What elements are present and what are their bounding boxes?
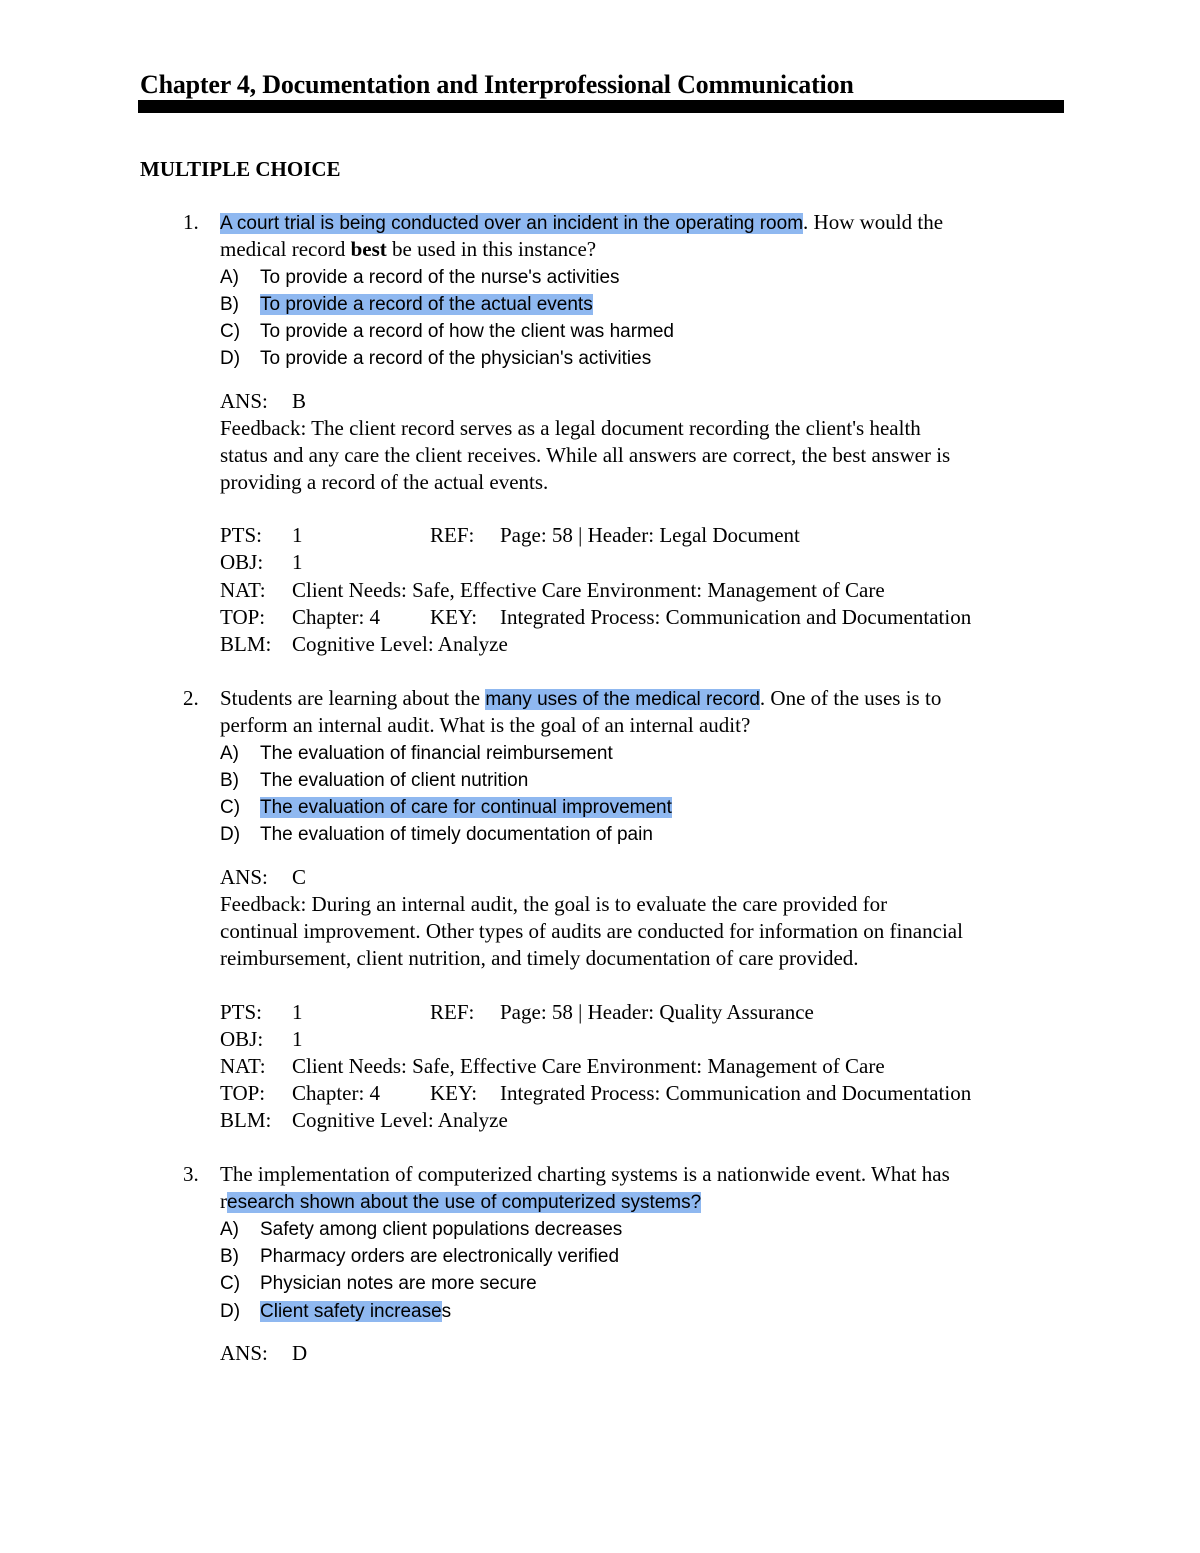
nat-label: NAT: [220, 1054, 266, 1078]
option-text: The evaluation of financial reimbursement [260, 743, 613, 764]
option-text: The evaluation of care for continual improvement [260, 797, 672, 818]
obj-value: 1 [292, 1027, 303, 1051]
option-text: s [441, 1301, 452, 1322]
option-letter: B) [220, 770, 239, 791]
nat-label: NAT: [220, 578, 266, 602]
answer-option-d [220, 820, 653, 848]
answer-line [220, 864, 306, 891]
ref-line [430, 522, 800, 549]
ref-value: Page: 58 | Header: Quality Assurance [500, 1000, 814, 1024]
blm-label: BLM: [220, 1108, 272, 1132]
highlighted-text: A court trial is being conducted over an incident in the operating room [220, 213, 804, 234]
question-number: 2. [183, 686, 199, 710]
obj-label: OBJ: [220, 550, 264, 574]
stem-text: . How would the [803, 210, 944, 234]
nat-value: Client Needs: Safe, Effective Care Environment: Management of Care [292, 1054, 885, 1078]
section-heading: MULTIPLE CHOICE [140, 157, 341, 181]
nat-line [220, 577, 885, 604]
option-text: To provide a record of the actual events [260, 294, 593, 315]
feedback-line: Feedback: The client record serves as a legal document recording the client's health [220, 416, 921, 440]
option-letter: C) [220, 797, 241, 818]
key-value: Integrated Process: Communication and Documentation [500, 1081, 972, 1105]
option-text: To provide a record of the nurse's activities [260, 267, 620, 288]
option-letter: A) [220, 1219, 239, 1240]
answer-line [220, 1340, 307, 1367]
answer-option-c [220, 793, 672, 821]
stem-text: medical record [220, 237, 351, 261]
pts-label: PTS: [220, 1000, 263, 1024]
answer-value: B [292, 389, 307, 413]
answer-label: ANS: [220, 1341, 268, 1365]
answer-label: ANS: [220, 389, 268, 413]
ref-label: REF: [430, 523, 475, 547]
option-letter: A) [220, 267, 239, 288]
key-label: KEY: [430, 605, 478, 629]
blm-line [220, 631, 508, 658]
feedback-line: Feedback: During an internal audit, the goal is to evaluate the care provided for [220, 892, 888, 916]
question-stem-line [220, 209, 943, 237]
ref-line [430, 999, 814, 1026]
option-text: Client safety increase [260, 1301, 442, 1322]
key-value: Integrated Process: Communication and Documentation [500, 605, 972, 629]
question-stem-line: perform an internal audit. What is the goal of an internal audit? [220, 713, 751, 737]
highlighted-text: many uses of the medical record [485, 689, 760, 710]
feedback-line: providing a record of the actual events. [220, 470, 549, 494]
question-stem-line [220, 1188, 701, 1216]
answer-option-a [220, 739, 613, 767]
answer-value: C [292, 865, 307, 889]
blm-value: Cognitive Level: Analyze [292, 1108, 508, 1132]
title-underline-bar [138, 100, 1064, 113]
answer-option-a [220, 263, 620, 291]
pts-value: 1 [292, 523, 303, 547]
pts-line [220, 522, 303, 549]
option-letter: B) [220, 1246, 239, 1267]
answer-value: D [292, 1341, 308, 1365]
top-label: TOP: [220, 1081, 266, 1105]
feedback-line: continual improvement. Other types of audits are conducted for information on financial [220, 919, 963, 943]
top-value: Chapter: 4 [292, 605, 381, 629]
answer-label: ANS: [220, 865, 268, 889]
nat-value: Client Needs: Safe, Effective Care Environment: Management of Care [292, 578, 885, 602]
option-text: Pharmacy orders are electronically verified [260, 1246, 620, 1267]
stem-text: r [220, 1189, 227, 1213]
highlighted-text: esearch shown about the use of computerized systems? [227, 1192, 702, 1213]
option-text: Physician notes are more secure [260, 1273, 537, 1294]
answer-option-d [220, 1297, 451, 1325]
option-letter: C) [220, 1273, 241, 1294]
top-line [220, 1080, 380, 1107]
option-letter: D) [220, 824, 241, 845]
stem-text: Students are learning about the [220, 686, 486, 710]
stem-text: be used in this instance? [386, 237, 597, 261]
option-text: The evaluation of timely documentation of pain [260, 824, 653, 845]
blm-value: Cognitive Level: Analyze [292, 632, 508, 656]
option-text: To provide a record of how the client was harmed [260, 321, 674, 342]
obj-line [220, 1026, 303, 1053]
option-letter: D) [220, 1301, 241, 1322]
answer-option-b [220, 1242, 619, 1270]
option-text: To provide a record of the physician's activities [260, 348, 652, 369]
option-text: The evaluation of client nutrition [260, 770, 529, 791]
feedback-line: reimbursement, client nutrition, and timely documentation of care provided. [220, 946, 859, 970]
pts-value: 1 [292, 1000, 303, 1024]
question-stem-line [220, 685, 941, 713]
question-stem-line [220, 236, 596, 263]
top-label: TOP: [220, 605, 266, 629]
chapter-title: Chapter 4, Documentation and Interprofessional Communication [140, 70, 854, 99]
answer-line [220, 388, 306, 415]
obj-line [220, 549, 303, 576]
answer-option-d [220, 344, 651, 372]
top-value: Chapter: 4 [292, 1081, 381, 1105]
nat-line [220, 1053, 885, 1080]
option-letter: B) [220, 294, 239, 315]
pts-line [220, 999, 303, 1026]
option-letter: D) [220, 348, 241, 369]
option-letter: A) [220, 743, 239, 764]
answer-option-c [220, 1269, 537, 1297]
feedback-line: status and any care the client receives. While all answers are correct, the best answer is [220, 443, 951, 467]
pts-label: PTS: [220, 523, 263, 547]
question-stem-line: The implementation of computerized charting systems is a nationwide event. What has [220, 1162, 950, 1186]
stem-bold-text: best [350, 237, 387, 261]
answer-option-a [220, 1215, 622, 1243]
option-text: Safety among client populations decreases [260, 1219, 623, 1240]
ref-label: REF: [430, 1000, 475, 1024]
blm-line [220, 1107, 508, 1134]
top-line [220, 604, 380, 631]
key-line [430, 604, 971, 631]
question-number: 3. [183, 1162, 199, 1186]
obj-value: 1 [292, 550, 303, 574]
key-line [430, 1080, 971, 1107]
question-number: 1. [183, 210, 199, 234]
obj-label: OBJ: [220, 1027, 264, 1051]
stem-text: . One of the uses is to [759, 686, 942, 710]
ref-value: Page: 58 | Header: Legal Document [500, 523, 800, 547]
answer-option-b [220, 766, 528, 794]
option-letter: C) [220, 321, 241, 342]
answer-option-c [220, 317, 674, 345]
key-label: KEY: [430, 1081, 478, 1105]
blm-label: BLM: [220, 632, 272, 656]
answer-option-b [220, 290, 593, 318]
